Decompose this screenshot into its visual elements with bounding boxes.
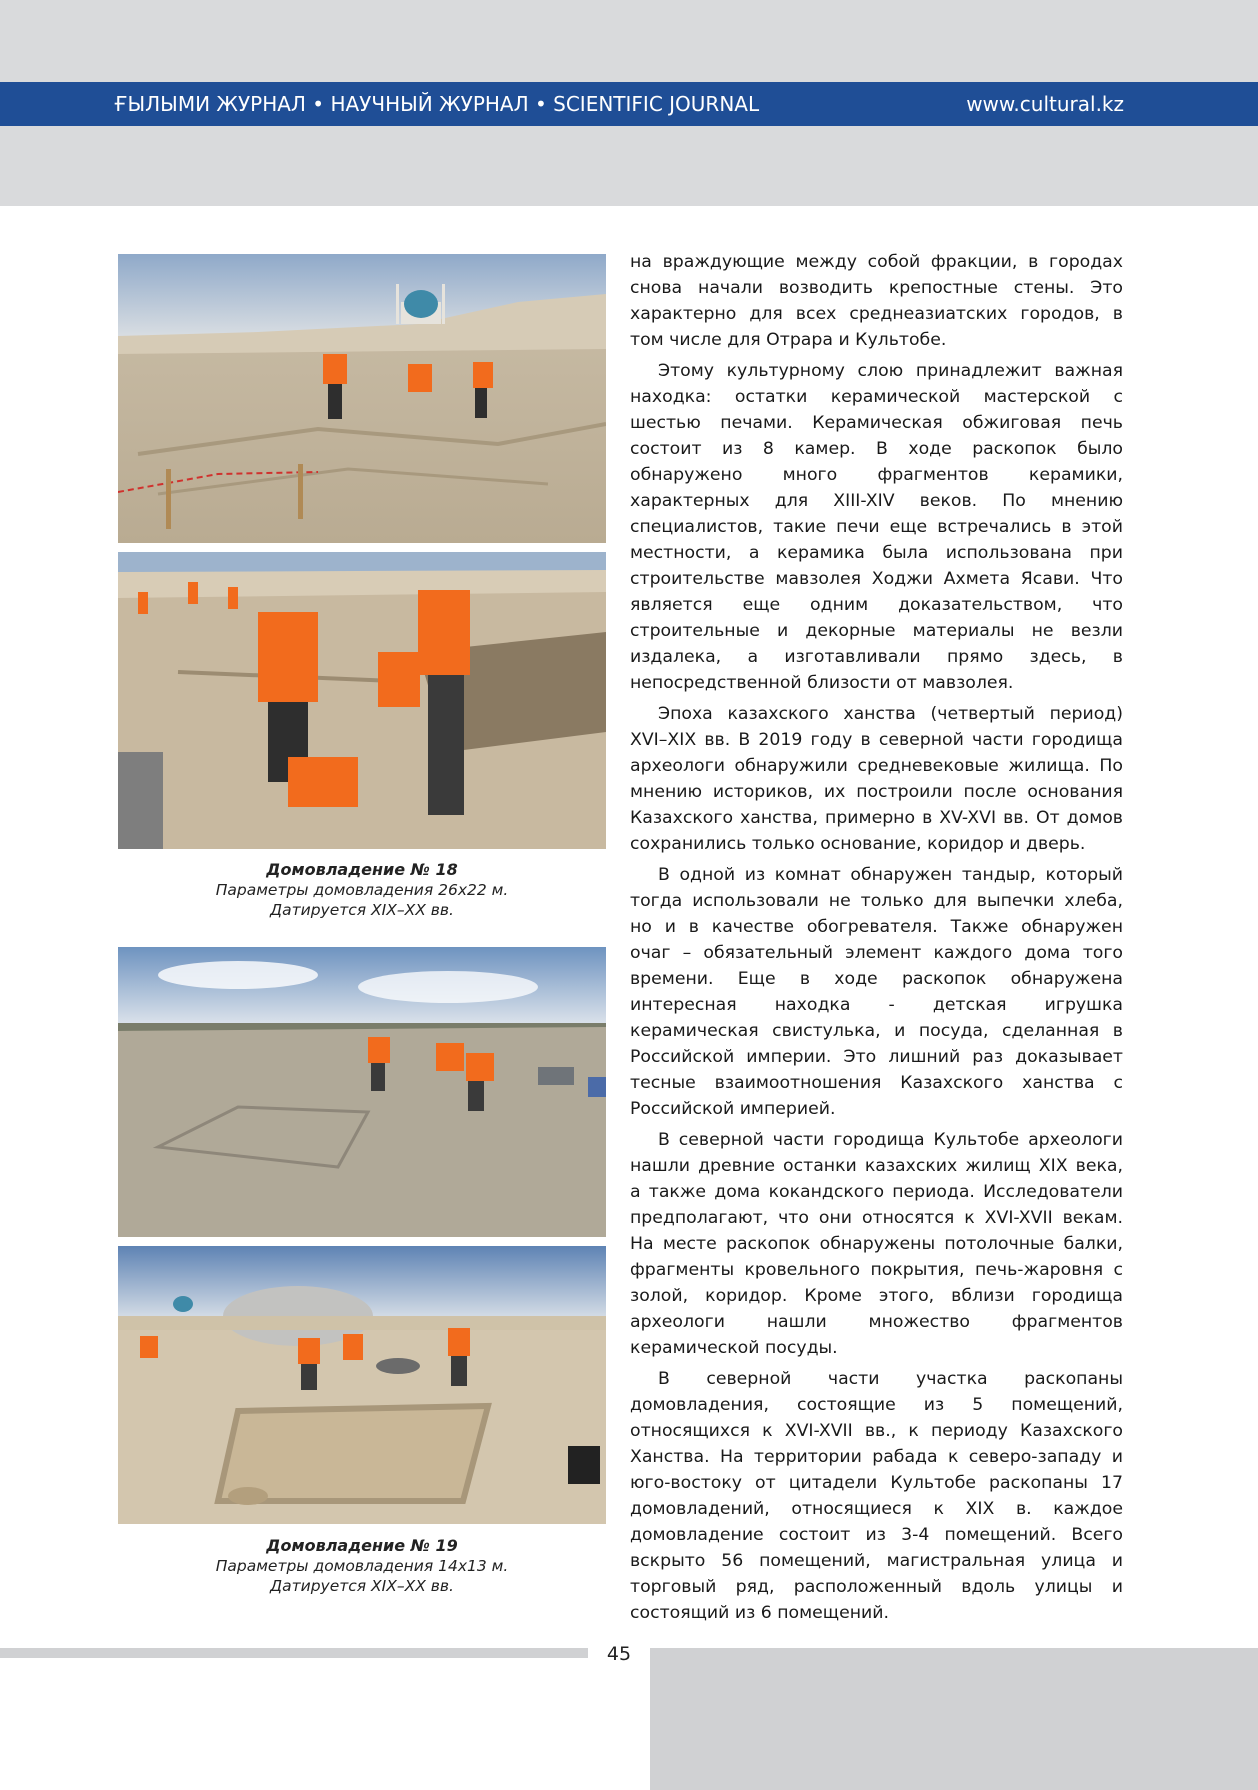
excavation-photo-1 (118, 254, 606, 543)
website-link[interactable]: www.cultural.kz (966, 92, 1124, 116)
article-paragraph: на враждующие между собой фракции, в городах снова начали возводить крепостные стены. Это характерно для всех среднеазиатских городов, в том числе для Отрара и Культобе. (630, 252, 1123, 350)
article-body (630, 249, 1123, 1631)
article-paragraph: В северной части городища Культобе археологи нашли древние останки казахских жилищ XIX века, а также дома кокандского периода. Исследователи предполагают, что они относятся к XVI-XVII векам. На месте раскопок обнаружены потолочные балки, фрагменты кровельного покрытия, печь-жаровня с золой, коридор. Кроме этого, вблизи городища археологи нашли множество фрагментов керамической посуды. (630, 1130, 1123, 1358)
footer-divider (0, 1648, 588, 1658)
excavation-photo-2 (118, 552, 606, 849)
excavation-photo-3 (118, 947, 606, 1237)
caption-title: Домовладение № 19 (266, 1536, 458, 1555)
page-number: 45 (606, 1643, 632, 1665)
caption-date: Датируется XIX–XX вв. (270, 1577, 454, 1595)
figure-caption-2 (118, 1536, 606, 1596)
article-paragraph: Этому культурному слою принадлежит важная находка: остатки керамической мастерской с шестью печами. Керамическая обжиговая печь состоит из 8 камер. В ходе раскопок было обнаружено много фрагментов керамики, характерных для XIII-XIV веков. По мнению специалистов, такие печи еще встречались в этой местности, а керамика была использована при строительстве мавзолея Ходжи Ахмета Ясави. Что является еще одним доказательством, что строительные и декорные материалы не везли издалека, а изготавливали прямо здесь, в непосредственной близости от мавзолея. (630, 361, 1123, 693)
caption-title: Домовладение № 18 (266, 860, 458, 879)
caption-params: Параметры домовладения 14х13 м. (215, 1557, 509, 1575)
journal-name: ҒЫЛЫМИ ЖУРНАЛ • НАУЧНЫЙ ЖУРНАЛ • SCIENTIFIC JOURNAL (114, 92, 760, 116)
article-paragraph: В северной части участка раскопаны домовладения, состоящие из 5 помещений, относящихся к XVI-XVII вв., к периоду Казахского Ханства. На территории рабада к северо-западу и юго-востоку от цитадели Культобе раскопаны 17 домовладений, относящиеся к XIX в. каждое домовладение состоит из 3-4 помещений. Всего вскрыто 56 помещений, магистральная улица и торговый ряд, расположенный вдоль улицы и состоящий из 6 помещений. (630, 1369, 1123, 1623)
article-paragraph: Эпоха казахского ханства (четвертый период) XVI–XIX вв. В 2019 году в северной части городища археологи обнаружили средневековые жилища. По мнению историков, их построили после основания Казахского ханства, примерно в XV-XVI вв. От домов сохранились только основание, коридор и дверь. (630, 704, 1123, 854)
excavation-photo-4 (118, 1246, 606, 1524)
article-paragraph: В одной из комнат обнаружен тандыр, который тогда использовали не только для выпечки хлеба, но и в качестве обогревателя. Также обнаружен очаг – обязательный элемент каждого дома того времени. Еще в ходе раскопок обнаружена интересная находка - детская игрушка керамическая свистулька, и посуда, сделанная в Российской империи. Это лишний раз доказывает тесные взаимоотношения Казахского ханства с Российской империей. (630, 865, 1123, 1119)
caption-date: Датируется XIX–XX вв. (270, 901, 454, 919)
caption-params: Параметры домовладения 26х22 м. (215, 881, 509, 899)
journal-header-bar (0, 82, 1258, 126)
figure-caption-1 (118, 860, 606, 920)
footer-background (650, 1648, 1258, 1790)
